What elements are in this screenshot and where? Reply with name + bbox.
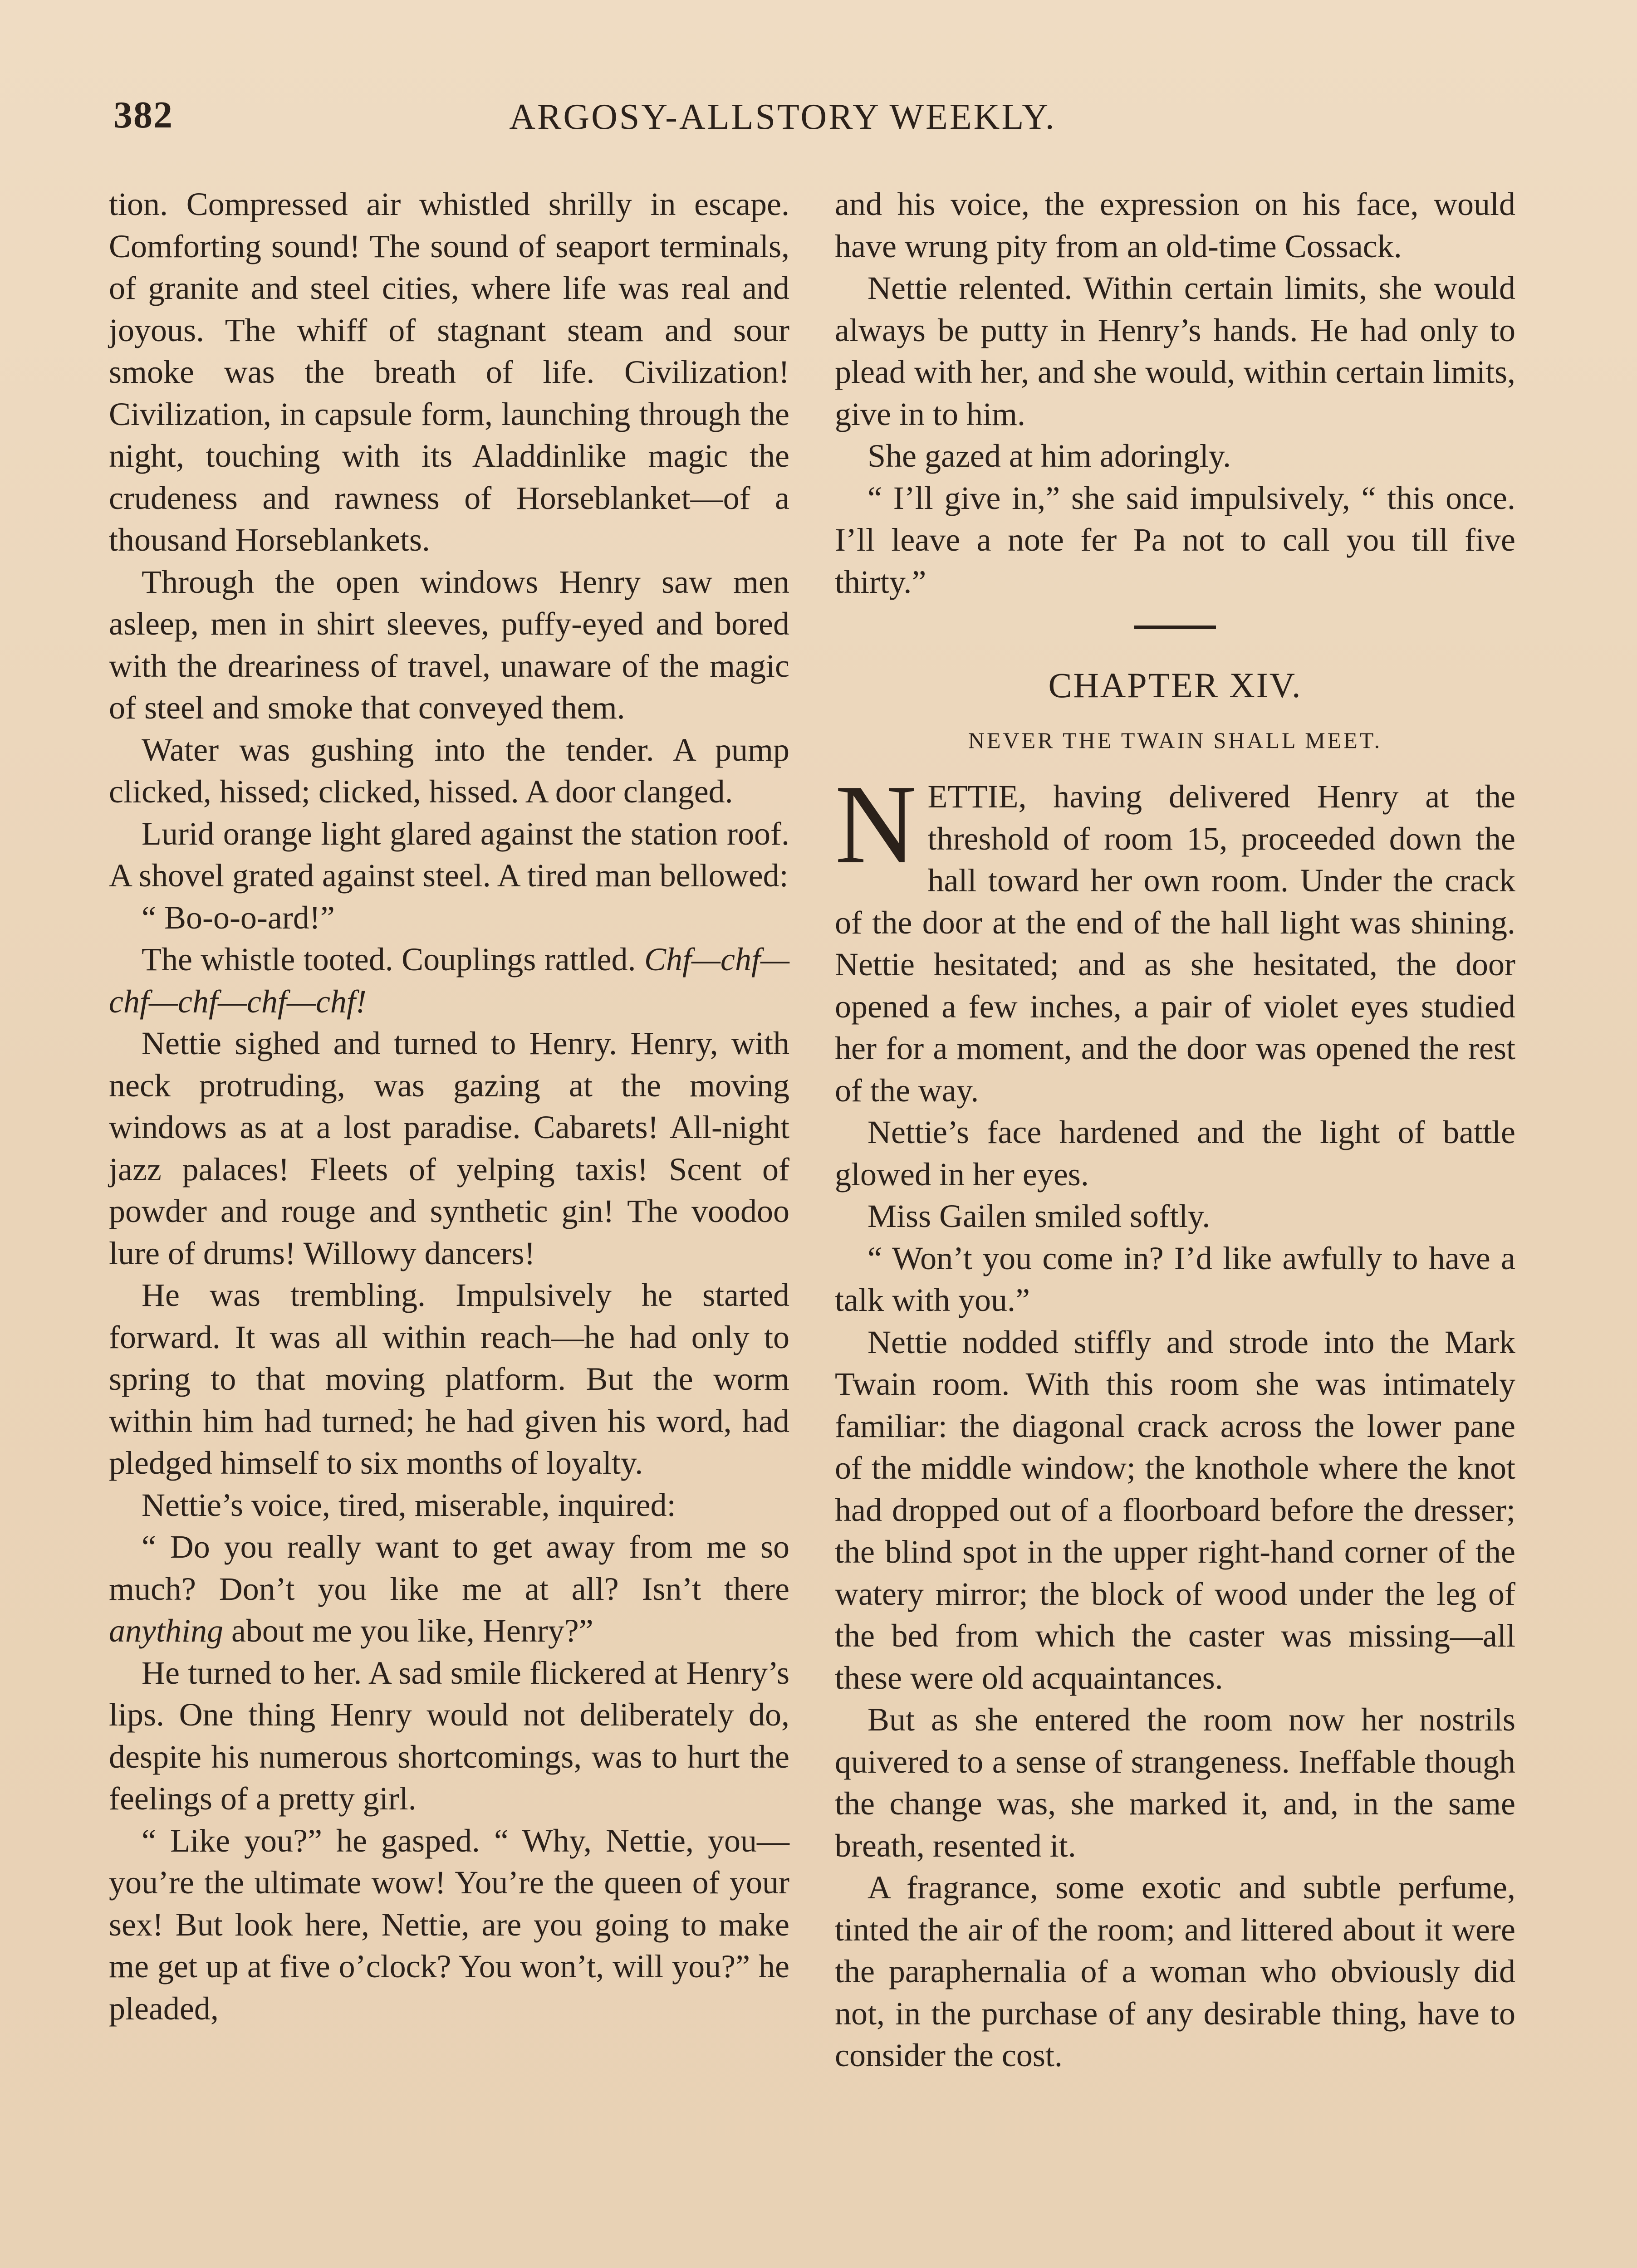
- paragraph: A fragrance, some exotic and subtle perfume, tinted the air of the room; and littered about it were the paraphernalia of a woman who obviously did not, in the purchase of any desirable thing, have to consider the cost.: [835, 1869, 1515, 2073]
- paragraph: He turned to her. A sad smile flickered at Henry’s lips. One thing Henry would not deliberately do, despite his numerous shortcomings, was to hurt the feelings of a pretty girl.: [109, 1654, 789, 1817]
- paragraph: and his voice, the expression on his face, would have wrung pity from an old-time Cossack.: [835, 186, 1515, 264]
- page-header: [113, 93, 1452, 152]
- paragraph: Nettie nodded stiffly and strode into the Mark Twain room. With this room she was intimately familiar: the diagonal crack across the lower pane of the middle window; the knothole where the knot had dropped out of a floorboard before the dresser; the blind spot in the upper right-hand corner of the watery mirror; the block of wood under the leg of the bed from which the caster was missing—all these were old acquaintances.: [835, 1324, 1515, 1696]
- paragraph: Nettie relented. Within certain limits, she would always be putty in Henry’s hands. He had only to plead with her, and she would, within certain limits, give in to him.: [835, 270, 1515, 432]
- paragraph: Lurid orange light glared against the station roof. A shovel grated against steel. A tired man bellowed:: [109, 815, 789, 894]
- paragraph: “ I’ll give in,” she said impulsively, “ this once. I’ll leave a note fer Pa not to call you till five thirty.”: [835, 479, 1515, 600]
- paragraph-text: about me you like, Henry?”: [231, 1613, 593, 1649]
- paragraph: [109, 1526, 789, 1652]
- paragraph: [835, 762, 1515, 1111]
- paragraph: Miss Gailen smiled softly.: [868, 1198, 1211, 1234]
- paragraph: “ Won’t you come in? I’d like awfully to have a talk with you.”: [835, 1240, 1515, 1318]
- paragraph-text: The whistle tooted. Couplings rattled.: [142, 941, 636, 978]
- right-column: [835, 183, 1515, 2077]
- paragraph: “ Like you?” he gasped. “ Why, Nettie, you—you’re the ultimate wow! You’re the queen of your sex! But look here, Nettie, are you going to make me get up at five o’clock? You won’t, will you?” he pleaded,: [109, 1822, 789, 2027]
- paragraph: Water was gushing into the tender. A pump clicked, hissed; clicked, hissed. A door clanged.: [109, 731, 789, 810]
- paragraph: He was trembling. Impulsively he started forward. It was all within reach—he had only to spring to that moving platform. But the worm within him had turned; he had given his word, had pledged himself to six months of loyalty.: [109, 1277, 789, 1481]
- drop-cap: N: [835, 762, 917, 887]
- page-number: 382: [113, 94, 173, 136]
- paragraph: Nettie’s face hardened and the light of battle glowed in her eyes.: [835, 1114, 1515, 1193]
- paragraph-text: ETTIE, having delivered Henry at the threshold of room 15, proceeded down the hall toward her own room. Under the crack of the door at the end of the hall light was shining. Nettie hesitated; and as she hesitated, the door opened a few inches, a pair of violet eyes studied her for a moment, and the door was opened the rest of the way.: [835, 778, 1515, 1109]
- paragraph: Nettie’s voice, tired, miserable, inquired:: [142, 1486, 676, 1523]
- paragraph: She gazed at him adoringly.: [868, 438, 1231, 474]
- chapter-subtitle: NEVER THE TWAIN SHALL MEET.: [968, 727, 1382, 753]
- paragraph: [109, 938, 789, 1022]
- paragraph: “ Bo-o-o-ard!”: [142, 899, 335, 936]
- paragraph: Through the open windows Henry saw men asleep, men in shirt sleeves, puffy-eyed and bored with the dreariness of travel, unaware of the magic of steel and smoke that conveyed them.: [109, 563, 789, 726]
- section-divider: [1134, 626, 1216, 629]
- paragraph: tion. Compressed air whistled shrilly in escape. Comforting sound! The sound of seaport terminals, of granite and steel cities, where life was real and joyous. The whiff of stagnant steam and sour smoke was the breath of life. Civilization! Civilization, in capsule form, launching through the night, touching with its Aladdinlike magic the crudeness and rawness of Horseblanket—of a thousand Horseblankets.: [109, 186, 789, 558]
- left-column: [109, 183, 789, 2029]
- chapter-title: CHAPTER XIV.: [1048, 665, 1302, 705]
- paragraph: Nettie sighed and turned to Henry. Henry, with neck protruding, was gazing at the moving windows as at a lost paradise. Cabarets! All-night jazz palaces! Fleets of yelping taxis! Scent of powder and rouge and synthetic gin! The voodoo lure of drums! Willowy dancers!: [109, 1025, 789, 1271]
- italic-text: Chf—chf—chf—chf—chf—chf!: [109, 941, 790, 1020]
- paragraph-text: “ Do you really want to get away from me so much? Don’t you like me at all? Isn’t there: [109, 1529, 789, 1607]
- italic-text: anything: [109, 1613, 223, 1649]
- running-head: ARGOSY-ALLSTORY WEEKLY.: [509, 97, 1056, 137]
- paragraph: But as she entered the room now her nostrils quivered to a sense of strangeness. Ineffable though the change was, she marked it, and, in the same breath, resented it.: [835, 1701, 1515, 1864]
